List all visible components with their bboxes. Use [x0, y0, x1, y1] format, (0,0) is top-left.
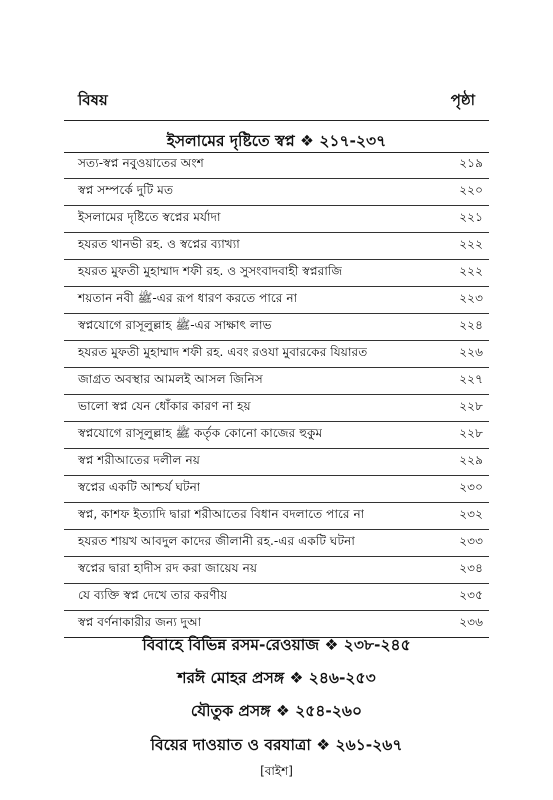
toc-entry-title: স্বপ্নযোগে রাসূলুল্লাহ ﷺ-এর সাক্ষাৎ লাভ [78, 318, 272, 332]
toc-entry-title: স্বপ্ন শরীআতের দলীল নয় [78, 453, 200, 467]
toc-entry-title: স্বপ্ন, কাশফ ইত্যাদি দ্বারা শরীআতের বিধান বদলাতে পারে না [78, 507, 365, 521]
toc-entry [64, 206, 489, 233]
toc-entry-title: হযরত শায়খ আবদুল কাদের জীলানী রহ.-এর একটি ঘটনা [78, 534, 355, 548]
toc-entry-title: ইসলামের দৃষ্টিতে স্বপ্নের মর্যাদা [78, 210, 221, 224]
toc-entry-title: স্বপ্ন বর্ণনাকারীর জন্য দুআ [78, 615, 202, 629]
toc-entry-title: স্বপ্ন সম্পর্কে দুটি মত [78, 183, 174, 197]
toc-entry-title: স্বপ্নের একটি আশ্চর্য ঘটনা [78, 480, 201, 494]
toc-entry-title: যে ব্যক্তি স্বপ্ন দেখে তার করণীয় [78, 588, 228, 602]
toc-entry-title: হযরত থানভী রহ. ও স্বপ্নের ব্যাখ্যা [78, 237, 240, 251]
section-heading-dowry: যৌতুক প্রসঙ্গ ❖ ২৫৪-২৬০ [190, 702, 363, 720]
toc-entry-page: ২৩৩ [459, 534, 483, 548]
toc-entry [64, 584, 489, 611]
toc-entry-page: ২১৯ [459, 156, 483, 170]
page-number-footer: [বাইশ] [260, 764, 293, 778]
toc-entry [64, 449, 489, 476]
toc-entry-title: শয়তান নবী ﷺ-এর রূপ ধারণ করতে পারে না [78, 291, 298, 305]
toc-entry [64, 503, 489, 530]
toc-entry-page: ২৩০ [459, 480, 483, 494]
toc-entry-page: ২২৯ [459, 453, 483, 467]
page-column-label: পৃষ্ঠা [450, 91, 475, 109]
toc-entry [64, 314, 489, 341]
toc-entry-page: ২২০ [459, 183, 483, 197]
toc-entry-list [64, 152, 489, 638]
toc-entry-title: জাগ্রত অবস্থার আমলই আসল জিনিস [78, 372, 263, 386]
toc-entry [64, 557, 489, 584]
header-divider [64, 120, 489, 121]
toc-entry [64, 341, 489, 368]
toc-entry [64, 530, 489, 557]
toc-entry-page: ২২৮ [459, 399, 483, 413]
toc-entry-page: ২৩২ [459, 507, 483, 521]
toc-entry-page: ২২৮ [459, 426, 483, 440]
toc-entry [64, 260, 489, 287]
toc-entry-page: ২২১ [459, 210, 483, 224]
toc-entry [64, 476, 489, 503]
toc-header [78, 84, 475, 114]
toc-entry-title: সত্য-স্বপ্ন নবুওয়াতের অংশ [78, 156, 204, 170]
toc-entry [64, 368, 489, 395]
toc-entry [64, 179, 489, 206]
toc-entry-title: স্বপ্নযোগে রাসূলুল্লাহ ﷺ কর্তৃক কোনো কাজের হুকুম [78, 426, 323, 440]
toc-entry-page: ২২৬ [459, 345, 483, 359]
toc-entry-title: হযরত মুফতী মুহাম্মাদ শফী রহ. এবং রওযা মুবারকের যিয়ারত [78, 345, 368, 359]
toc-entry-page: ২২২ [459, 237, 483, 251]
toc-entry [64, 287, 489, 314]
toc-entry-title: স্বপ্নের দ্বারা হাদীস রদ করা জায়েয নয় [78, 561, 258, 575]
toc-entry-page: ২৩৪ [459, 561, 483, 575]
toc-entry [64, 422, 489, 449]
toc-entry [64, 233, 489, 260]
toc-entry-title: হযরত মুফতী মুহাম্মাদ শফী রহ. ও সুসংবাদবাহী স্বপ্নরাজি [78, 264, 343, 278]
toc-entry-page: ২২২ [459, 264, 483, 278]
toc-entry-page: ২৩৫ [459, 588, 483, 602]
toc-entry [64, 152, 489, 179]
toc-entry-page: ২৩৬ [459, 615, 483, 629]
toc-entry-page: ২২৩ [459, 291, 483, 305]
section-heading-wedding-invitation: বিয়ের দাওয়াত ও বরযাত্রা ❖ ২৬১-২৬৭ [150, 736, 403, 754]
toc-entry [64, 395, 489, 422]
section-heading-mahr: শরঈ মোহর প্রসঙ্গ ❖ ২৪৬-২৫৩ [177, 669, 376, 687]
section-heading-dreams: ইসলামের দৃষ্টিতে স্বপ্ন ❖ ২১৭-২৩৭ [166, 132, 387, 150]
toc-entry-title: ভালো স্বপ্ন যেন ধোঁকার কারণ না হয় [78, 399, 251, 413]
section-heading-marriage-customs: বিবাহে বিভিন্ন রসম-রেওয়াজ ❖ ২৩৮-২৪৫ [142, 636, 411, 654]
subject-column-label: বিষয় [78, 91, 108, 109]
toc-entry-page: ২২৪ [459, 318, 483, 332]
toc-entry-page: ২২৭ [459, 372, 483, 386]
